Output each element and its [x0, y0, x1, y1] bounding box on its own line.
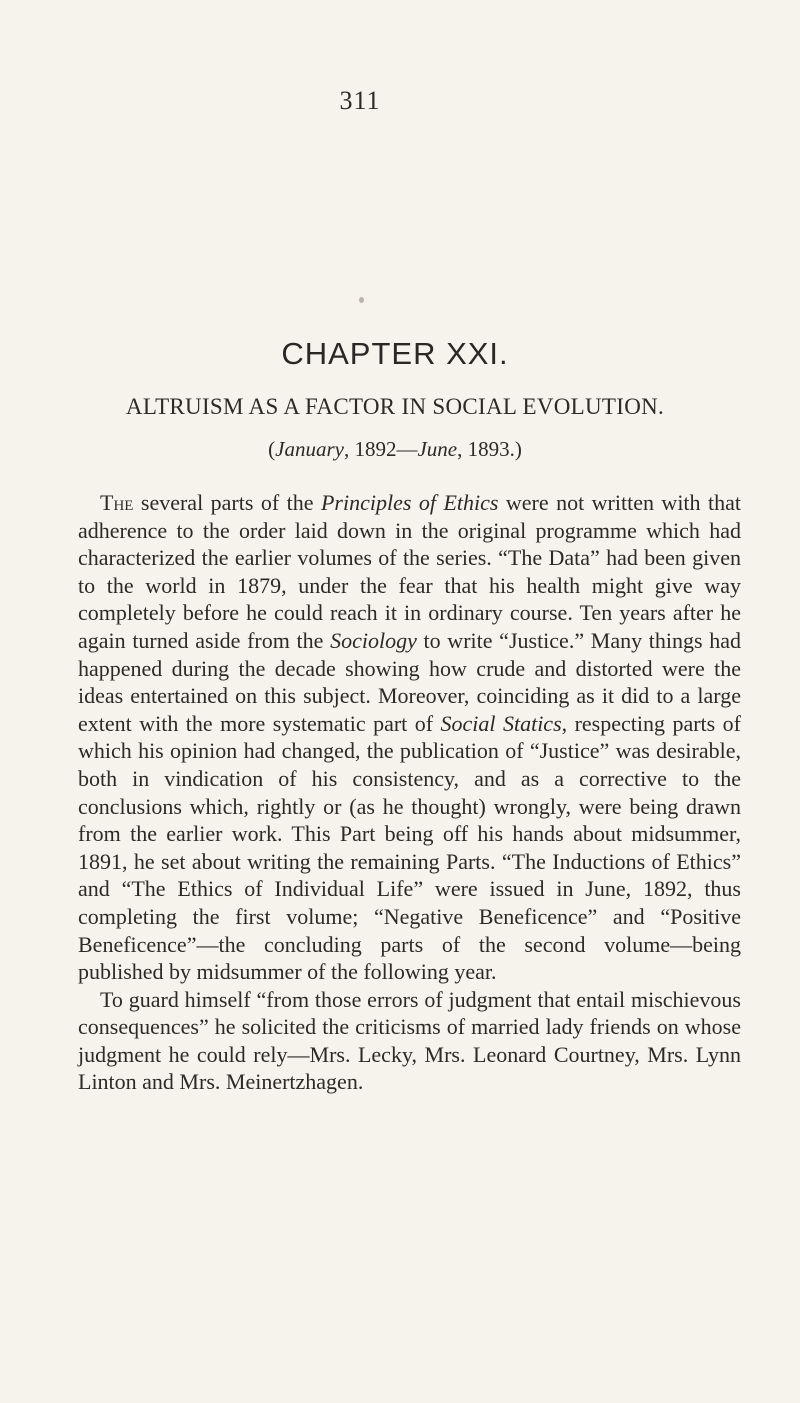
chapter-dates — [0, 437, 790, 462]
print-speck — [359, 297, 364, 303]
page-number: 311 — [339, 86, 381, 115]
body-text — [78, 489, 741, 1096]
chapter-title: ALTRUISM AS A FACTOR IN SOCIAL EVOLUTION. — [125, 394, 665, 419]
paragraph-1 — [78, 489, 741, 986]
dates-end-month: June — [417, 437, 458, 461]
title-sociology: Sociology — [330, 627, 417, 653]
paragraph-1-text-1: several parts of the — [133, 490, 321, 515]
paragraph-1-text-3: to write “Justice.” Many things had happened during the decade showing how crude and distorted were the ideas entertained on this subject. Moreover, coinciding as it did to a large extent with the more systematic part of — [78, 627, 741, 736]
dates-open: ( — [268, 437, 276, 461]
paragraph-1-text-4: , respecting parts of which his opinion had changed, the publication of “Justice” was desirable, both in vindication of his consistency, and as a corrective to the conclusions which, rightly or (as he thought) wrongly, were being drawn from the earlier work. This Part being off his hands about midsummer, 1891, he set about writing the remaining Parts. “The Inductions of Ethics” and “The Ethics of Individual Life” were issued in June, 1892, thus completing the first volume; “Negative Beneficence” and “Positive Beneficence”—the concluding parts of the second volume—being published by midsummer of the following year. — [78, 710, 742, 985]
paragraph-1-text-2: were not written with that adherence to the order laid down in the original programme which had characterized the earlier volumes of the series. “The Data” had been given to the world in 1879, under the fear that his health might give way completely before he could reach it in ordinary course. Ten years after he again turned aside from the — [78, 490, 741, 653]
chapter-heading: CHAPTER XXI. — [281, 336, 509, 371]
dates-start-year: , 1892— — [343, 437, 418, 461]
paragraph-2: To guard himself “from those errors of judgment that entail mischievous consequences” he solicited the criticisms of married lady friends on whose judgment he could rely—Mrs. Lecky, Mrs. Leonard Courtney, Mrs. Lynn Linton and Mrs. Meinertzhagen. — [78, 986, 741, 1095]
dates-end-year: , 1893.) — [457, 437, 522, 461]
title-principles-of-ethics: Principles of Ethics — [320, 490, 499, 515]
dates-start-month: January — [275, 437, 344, 461]
paragraph-lead: The — [100, 490, 134, 515]
title-social-statics: Social Statics — [440, 710, 562, 736]
